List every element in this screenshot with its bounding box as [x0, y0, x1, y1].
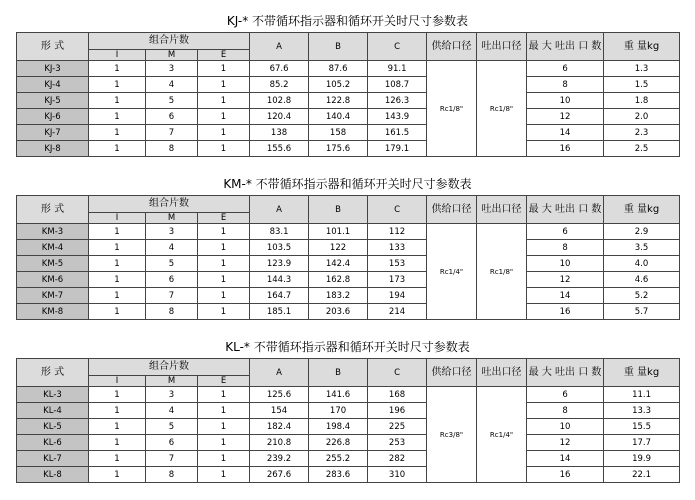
- a-cell: 239.2: [250, 451, 309, 467]
- kl-table-title: KL-* 不带循环指示器和循环开关时尺寸参数表: [225, 340, 470, 354]
- i-cell: 1: [89, 93, 146, 109]
- b-cell: 162.8: [309, 272, 368, 288]
- header-m: M: [146, 213, 198, 224]
- c-cell: 173: [368, 272, 427, 288]
- weight-cell: 3.5: [604, 240, 680, 256]
- a-cell: 182.4: [250, 419, 309, 435]
- c-cell: 168: [368, 387, 427, 403]
- supply-port-cell: Rc1/4": [427, 224, 477, 320]
- header-m: M: [146, 50, 198, 61]
- i-cell: 1: [89, 256, 146, 272]
- outlets-cell: 8: [527, 403, 604, 419]
- m-cell: 5: [146, 256, 198, 272]
- a-cell: 155.6: [250, 141, 309, 157]
- header-m: M: [146, 376, 198, 387]
- outlets-cell: 14: [527, 451, 604, 467]
- outlet-port-cell: Rc1/4": [477, 387, 527, 483]
- m-cell: 8: [146, 467, 198, 483]
- b-cell: 105.2: [309, 77, 368, 93]
- c-cell: 196: [368, 403, 427, 419]
- b-cell: 203.6: [309, 304, 368, 320]
- header-max-outlets: 最 大 吐出 口 数: [527, 33, 604, 61]
- weight-cell: 4.6: [604, 272, 680, 288]
- a-cell: 123.9: [250, 256, 309, 272]
- e-cell: 1: [198, 141, 250, 157]
- b-cell: 87.6: [309, 61, 368, 77]
- weight-cell: 2.0: [604, 109, 680, 125]
- table-row: [17, 109, 680, 125]
- table-row: [17, 141, 680, 157]
- header-e: E: [198, 50, 250, 61]
- weight-cell: 1.3: [604, 61, 680, 77]
- a-cell: 185.1: [250, 304, 309, 320]
- c-cell: 194: [368, 288, 427, 304]
- c-cell: 91.1: [368, 61, 427, 77]
- c-cell: 282: [368, 451, 427, 467]
- b-cell: 255.2: [309, 451, 368, 467]
- a-cell: 67.6: [250, 61, 309, 77]
- outlets-cell: 12: [527, 109, 604, 125]
- table-row: [17, 304, 680, 320]
- b-cell: 122: [309, 240, 368, 256]
- header-b: B: [309, 33, 368, 61]
- header-group-count: 组合片数: [89, 196, 250, 213]
- b-cell: 140.4: [309, 109, 368, 125]
- outlets-cell: 8: [527, 240, 604, 256]
- m-cell: 3: [146, 387, 198, 403]
- model-cell: KJ-6: [17, 109, 89, 125]
- c-cell: 161.5: [368, 125, 427, 141]
- model-cell: KJ-4: [17, 77, 89, 93]
- a-cell: 267.6: [250, 467, 309, 483]
- model-cell: KJ-7: [17, 125, 89, 141]
- b-cell: 198.4: [309, 419, 368, 435]
- header-e: E: [198, 213, 250, 224]
- c-cell: 153: [368, 256, 427, 272]
- km-spec-table: [16, 195, 680, 320]
- weight-cell: 5.2: [604, 288, 680, 304]
- e-cell: 1: [198, 272, 250, 288]
- i-cell: 1: [89, 272, 146, 288]
- c-cell: 214: [368, 304, 427, 320]
- model-cell: KM-3: [17, 224, 89, 240]
- e-cell: 1: [198, 467, 250, 483]
- c-cell: 253: [368, 435, 427, 451]
- c-cell: 112: [368, 224, 427, 240]
- header-a: A: [250, 359, 309, 387]
- e-cell: 1: [198, 435, 250, 451]
- e-cell: 1: [198, 419, 250, 435]
- e-cell: 1: [198, 125, 250, 141]
- model-cell: KM-8: [17, 304, 89, 320]
- model-cell: KJ-5: [17, 93, 89, 109]
- m-cell: 8: [146, 304, 198, 320]
- i-cell: 1: [89, 125, 146, 141]
- e-cell: 1: [198, 77, 250, 93]
- i-cell: 1: [89, 61, 146, 77]
- outlets-cell: 6: [527, 61, 604, 77]
- header-i: I: [89, 376, 146, 387]
- header-b: B: [309, 196, 368, 224]
- table-row: [17, 240, 680, 256]
- i-cell: 1: [89, 435, 146, 451]
- header-c: C: [368, 196, 427, 224]
- a-cell: 120.4: [250, 109, 309, 125]
- outlets-cell: 10: [527, 256, 604, 272]
- weight-cell: 5.7: [604, 304, 680, 320]
- model-cell: KL-8: [17, 467, 89, 483]
- i-cell: 1: [89, 419, 146, 435]
- header-c: C: [368, 33, 427, 61]
- c-cell: 225: [368, 419, 427, 435]
- c-cell: 179.1: [368, 141, 427, 157]
- weight-cell: 2.5: [604, 141, 680, 157]
- table-row: [17, 272, 680, 288]
- b-cell: 170: [309, 403, 368, 419]
- b-cell: 175.6: [309, 141, 368, 157]
- header-supply-port: 供给口径: [427, 196, 477, 224]
- i-cell: 1: [89, 109, 146, 125]
- table-row: [17, 288, 680, 304]
- header-outlet-port: 吐出口径: [477, 33, 527, 61]
- header-form: 形 式: [17, 33, 89, 61]
- i-cell: 1: [89, 77, 146, 93]
- header-group-count: 组合片数: [89, 33, 250, 50]
- table-row: [17, 77, 680, 93]
- m-cell: 4: [146, 240, 198, 256]
- outlets-cell: 14: [527, 125, 604, 141]
- weight-cell: 17.7: [604, 435, 680, 451]
- header-a: A: [250, 196, 309, 224]
- outlets-cell: 8: [527, 77, 604, 93]
- table-row: [17, 224, 680, 240]
- header-max-outlets: 最 大 吐出 口 数: [527, 196, 604, 224]
- model-cell: KM-6: [17, 272, 89, 288]
- weight-cell: 4.0: [604, 256, 680, 272]
- m-cell: 3: [146, 224, 198, 240]
- outlets-cell: 12: [527, 435, 604, 451]
- header-weight: 重 量kg: [604, 196, 680, 224]
- model-cell: KM-7: [17, 288, 89, 304]
- a-cell: 138: [250, 125, 309, 141]
- header-b: B: [309, 359, 368, 387]
- outlets-cell: 12: [527, 272, 604, 288]
- kl-spec-table: [16, 358, 680, 483]
- e-cell: 1: [198, 256, 250, 272]
- c-cell: 310: [368, 467, 427, 483]
- i-cell: 1: [89, 403, 146, 419]
- outlets-cell: 10: [527, 419, 604, 435]
- i-cell: 1: [89, 224, 146, 240]
- supply-port-cell: Rc1/8": [427, 61, 477, 157]
- model-cell: KL-5: [17, 419, 89, 435]
- c-cell: 108.7: [368, 77, 427, 93]
- outlet-port-cell: Rc1/8": [477, 224, 527, 320]
- i-cell: 1: [89, 141, 146, 157]
- e-cell: 1: [198, 403, 250, 419]
- a-cell: 125.6: [250, 387, 309, 403]
- e-cell: 1: [198, 224, 250, 240]
- m-cell: 7: [146, 288, 198, 304]
- b-cell: 226.8: [309, 435, 368, 451]
- header-supply-port: 供给口径: [427, 33, 477, 61]
- e-cell: 1: [198, 240, 250, 256]
- weight-cell: 2.9: [604, 224, 680, 240]
- m-cell: 5: [146, 419, 198, 435]
- e-cell: 1: [198, 288, 250, 304]
- c-cell: 143.9: [368, 109, 427, 125]
- weight-cell: 1.8: [604, 93, 680, 109]
- b-cell: 158: [309, 125, 368, 141]
- i-cell: 1: [89, 451, 146, 467]
- header-supply-port: 供给口径: [427, 359, 477, 387]
- m-cell: 6: [146, 435, 198, 451]
- m-cell: 4: [146, 77, 198, 93]
- weight-cell: 11.1: [604, 387, 680, 403]
- model-cell: KL-6: [17, 435, 89, 451]
- m-cell: 7: [146, 125, 198, 141]
- outlet-port-cell: Rc1/8": [477, 61, 527, 157]
- header-group-count: 组合片数: [89, 359, 250, 376]
- outlets-cell: 16: [527, 304, 604, 320]
- header-outlet-port: 吐出口径: [477, 359, 527, 387]
- i-cell: 1: [89, 288, 146, 304]
- km-table-title: KM-* 不带循环指示器和循环开关时尺寸参数表: [223, 177, 472, 191]
- c-cell: 133: [368, 240, 427, 256]
- outlets-cell: 16: [527, 467, 604, 483]
- m-cell: 3: [146, 61, 198, 77]
- i-cell: 1: [89, 387, 146, 403]
- header-i: I: [89, 213, 146, 224]
- b-cell: 141.6: [309, 387, 368, 403]
- supply-port-cell: Rc3/8": [427, 387, 477, 483]
- kj-table-title: KJ-* 不带循环指示器和循环开关时尺寸参数表: [226, 14, 469, 28]
- a-cell: 164.7: [250, 288, 309, 304]
- b-cell: 122.8: [309, 93, 368, 109]
- a-cell: 144.3: [250, 272, 309, 288]
- m-cell: 7: [146, 451, 198, 467]
- header-e: E: [198, 376, 250, 387]
- table-row: [17, 387, 680, 403]
- outlets-cell: 6: [527, 224, 604, 240]
- table-row: [17, 125, 680, 141]
- table-row: [17, 256, 680, 272]
- b-cell: 183.2: [309, 288, 368, 304]
- m-cell: 4: [146, 403, 198, 419]
- i-cell: 1: [89, 304, 146, 320]
- m-cell: 6: [146, 109, 198, 125]
- e-cell: 1: [198, 61, 250, 77]
- a-cell: 210.8: [250, 435, 309, 451]
- table-row: [17, 419, 680, 435]
- m-cell: 8: [146, 141, 198, 157]
- header-outlet-port: 吐出口径: [477, 196, 527, 224]
- a-cell: 85.2: [250, 77, 309, 93]
- weight-cell: 2.3: [604, 125, 680, 141]
- header-form: 形 式: [17, 359, 89, 387]
- e-cell: 1: [198, 451, 250, 467]
- b-cell: 283.6: [309, 467, 368, 483]
- weight-cell: 22.1: [604, 467, 680, 483]
- model-cell: KJ-8: [17, 141, 89, 157]
- weight-cell: 15.5: [604, 419, 680, 435]
- model-cell: KM-4: [17, 240, 89, 256]
- e-cell: 1: [198, 93, 250, 109]
- header-i: I: [89, 50, 146, 61]
- model-cell: KL-7: [17, 451, 89, 467]
- table-row: [17, 93, 680, 109]
- table-row: [17, 451, 680, 467]
- header-form: 形 式: [17, 196, 89, 224]
- table-row: [17, 61, 680, 77]
- table-row: [17, 403, 680, 419]
- outlets-cell: 6: [527, 387, 604, 403]
- outlets-cell: 14: [527, 288, 604, 304]
- c-cell: 126.3: [368, 93, 427, 109]
- b-cell: 101.1: [309, 224, 368, 240]
- header-weight: 重 量kg: [604, 359, 680, 387]
- header-a: A: [250, 33, 309, 61]
- e-cell: 1: [198, 109, 250, 125]
- model-cell: KJ-3: [17, 61, 89, 77]
- a-cell: 154: [250, 403, 309, 419]
- m-cell: 5: [146, 93, 198, 109]
- outlets-cell: 16: [527, 141, 604, 157]
- weight-cell: 19.9: [604, 451, 680, 467]
- i-cell: 1: [89, 240, 146, 256]
- a-cell: 83.1: [250, 224, 309, 240]
- header-weight: 重 量kg: [604, 33, 680, 61]
- kj-spec-table: [16, 32, 680, 157]
- weight-cell: 1.5: [604, 77, 680, 93]
- header-c: C: [368, 359, 427, 387]
- i-cell: 1: [89, 467, 146, 483]
- outlets-cell: 10: [527, 93, 604, 109]
- header-max-outlets: 最 大 吐出 口 数: [527, 359, 604, 387]
- table-row: [17, 435, 680, 451]
- a-cell: 103.5: [250, 240, 309, 256]
- e-cell: 1: [198, 304, 250, 320]
- model-cell: KL-3: [17, 387, 89, 403]
- table-row: [17, 467, 680, 483]
- model-cell: KM-5: [17, 256, 89, 272]
- b-cell: 142.4: [309, 256, 368, 272]
- m-cell: 6: [146, 272, 198, 288]
- weight-cell: 13.3: [604, 403, 680, 419]
- e-cell: 1: [198, 387, 250, 403]
- model-cell: KL-4: [17, 403, 89, 419]
- a-cell: 102.8: [250, 93, 309, 109]
